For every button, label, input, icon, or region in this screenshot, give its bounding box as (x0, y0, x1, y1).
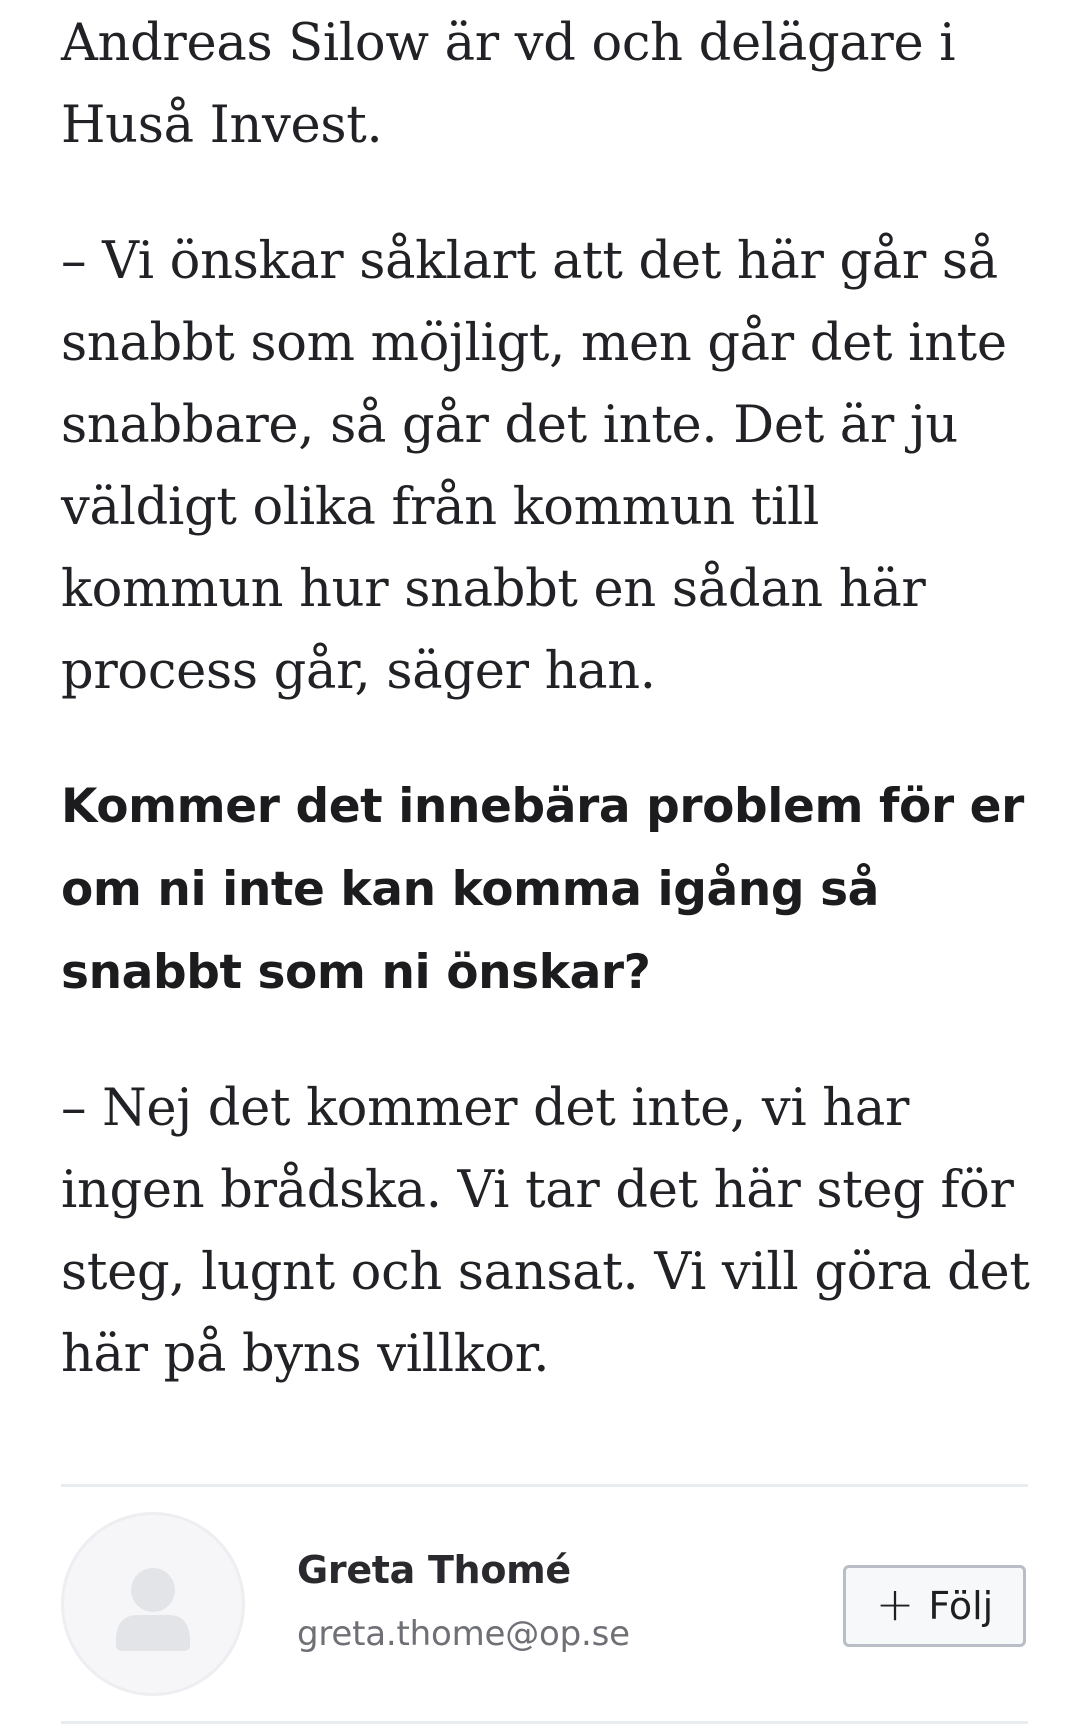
author-name[interactable]: Greta Thomé (297, 1548, 571, 1592)
plus-icon: + (875, 1577, 915, 1631)
article-line: process går, säger han. (61, 642, 656, 701)
article-line: Huså Invest. (61, 96, 383, 155)
article-line: ingen brådska. Vi tar det här steg för (61, 1161, 1014, 1220)
article-line: – Nej det kommer det inte, vi har (61, 1079, 910, 1138)
follow-button-label: Följ (928, 1584, 994, 1628)
question-line: om ni inte kan komma igång så (61, 862, 879, 917)
article-line: Andreas Silow är vd och delägare i (61, 14, 956, 73)
author-divider-bottom (61, 1721, 1028, 1724)
article-paragraph (61, 3, 955, 167)
article-line: snabbare, så går det inte. Det är ju (61, 396, 958, 455)
article-line: – Vi önskar såklart att det här går så (61, 232, 998, 291)
article-paragraph (61, 1068, 1030, 1396)
article-line: steg, lugnt och sansat. Vi vill göra det (61, 1243, 1030, 1302)
author-divider-top (61, 1484, 1028, 1487)
article-paragraph (61, 221, 1007, 713)
author-email[interactable]: greta.thome@op.se (297, 1614, 630, 1654)
interview-question (61, 765, 1024, 1014)
question-line: snabbt som ni önskar? (61, 945, 651, 1000)
article-line: kommun hur snabbt en sådan här (61, 560, 926, 619)
user-placeholder-icon (64, 1515, 242, 1693)
article-line: här på byns villkor. (61, 1325, 550, 1384)
author-avatar[interactable] (61, 1512, 245, 1696)
article-line: snabbt som möjligt, men går det inte (61, 314, 1007, 373)
article-line: väldigt olika från kommun till (61, 478, 820, 537)
question-line: Kommer det innebära problem för er (61, 779, 1024, 834)
follow-button[interactable] (843, 1565, 1026, 1647)
